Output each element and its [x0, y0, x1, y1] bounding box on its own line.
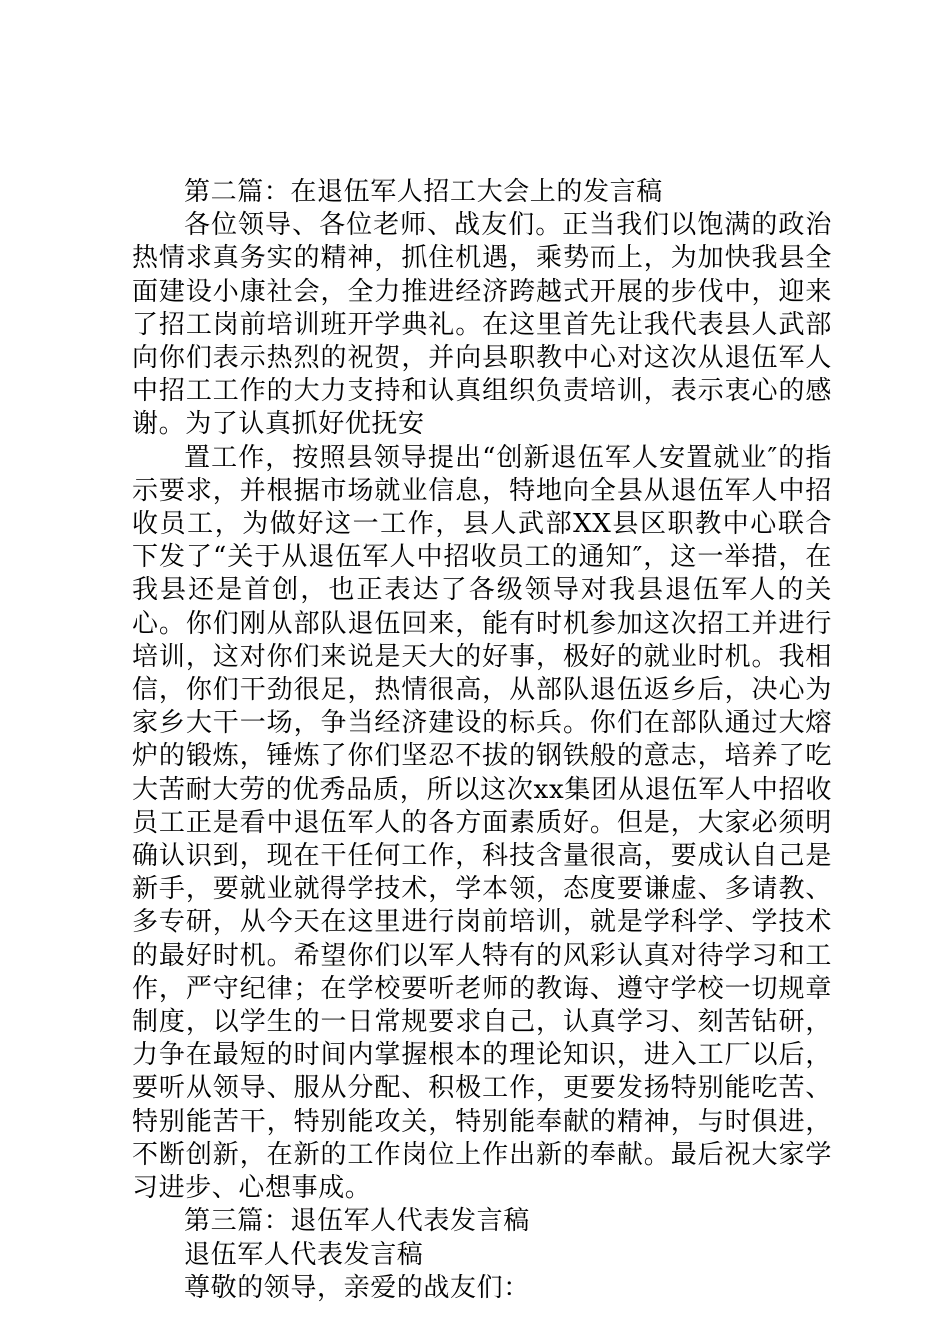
section2-title: 第二篇：在退伍军人招工大会上的发言稿: [184, 177, 663, 207]
section3-title: 第三篇：退伍军人代表发言稿: [184, 1206, 530, 1237]
section2-paragraph-2: 置工作，按照县领导提出“创新退伍军人安置就业″的指示要求，并根据市场就业信息，特地向全县从退伍军人中招收员工，为做好这一工作，县人武部XX县区职教中心联合下发了“关于从退伍军人中招收员工的通知″，这一举措，在我县还是首创，也正表达了各级领导对我县退伍军人的关心。你们刚从部队退伍回来，能有时机参加这次招工并进行培训，这对你们来说是天大的好事，极好的就业时机。我相信，你们干劲很足，热情很高，从部队退伍返乡后，决心为家乡大干一场，争当经济建设的标兵。你们在部队通过大熔炉的锻炼，锤炼了你们坚忍不拔的钢铁般的意志，培养了吃大苦耐大劳的优秀品质，所以这次xx集团从退伍军人中招收员工正是看中退伍军人的各方面素质好。但是，大家必须明确认识到，现在干任何工作，科技含量很高，要成认自己是新手，要就业就得学技术，学本领，态度要谦虚、多请教、多专研，从今天在这里进行岗前培训，就是学科学、学技术的最好时机。希望你们以军人特有的风彩认真对待学习和工作，严守纪律；在学校要听老师的教诲、遵守学校一切规章制度，以学生的一日常规要求自己，认真学习、刻苦钻研，力争在最短的时间内掌握根本的理论知识，进入工厂以后，要听从领导、服从分配、积极工作，更要发扬特别能吃苦、特别能苦干，特别能攻关，特别能奉献的精神，与时俱进，不断创新，在新的工作岗位上作出新的奉献。最后祝大家学习进步、心想事成。: [132, 442, 832, 1204]
section3-greeting: 尊敬的领导，亲爱的战友们：: [184, 1272, 530, 1303]
document-page: [132, 176, 832, 1305]
section3-subtitle: 退伍军人代表发言稿: [184, 1239, 424, 1270]
section2-paragraph-1: 各位领导、各位老师、战友们。正当我们以饱满的政治热情求真务实的精神，抓住机遇，乘势而上，为加快我县全面建设小康社会，全力推进经济跨越式开展的步伐中，迎来了招工岗前培训班开学典礼。在这里首先让我代表县人武部向你们表示热烈的祝贺，并向县职教中心对这次从退伍军人中招工工作的大力支持和认真组织负责培训，表示衷心的感谢。为了认真抓好优抚安: [132, 210, 832, 440]
